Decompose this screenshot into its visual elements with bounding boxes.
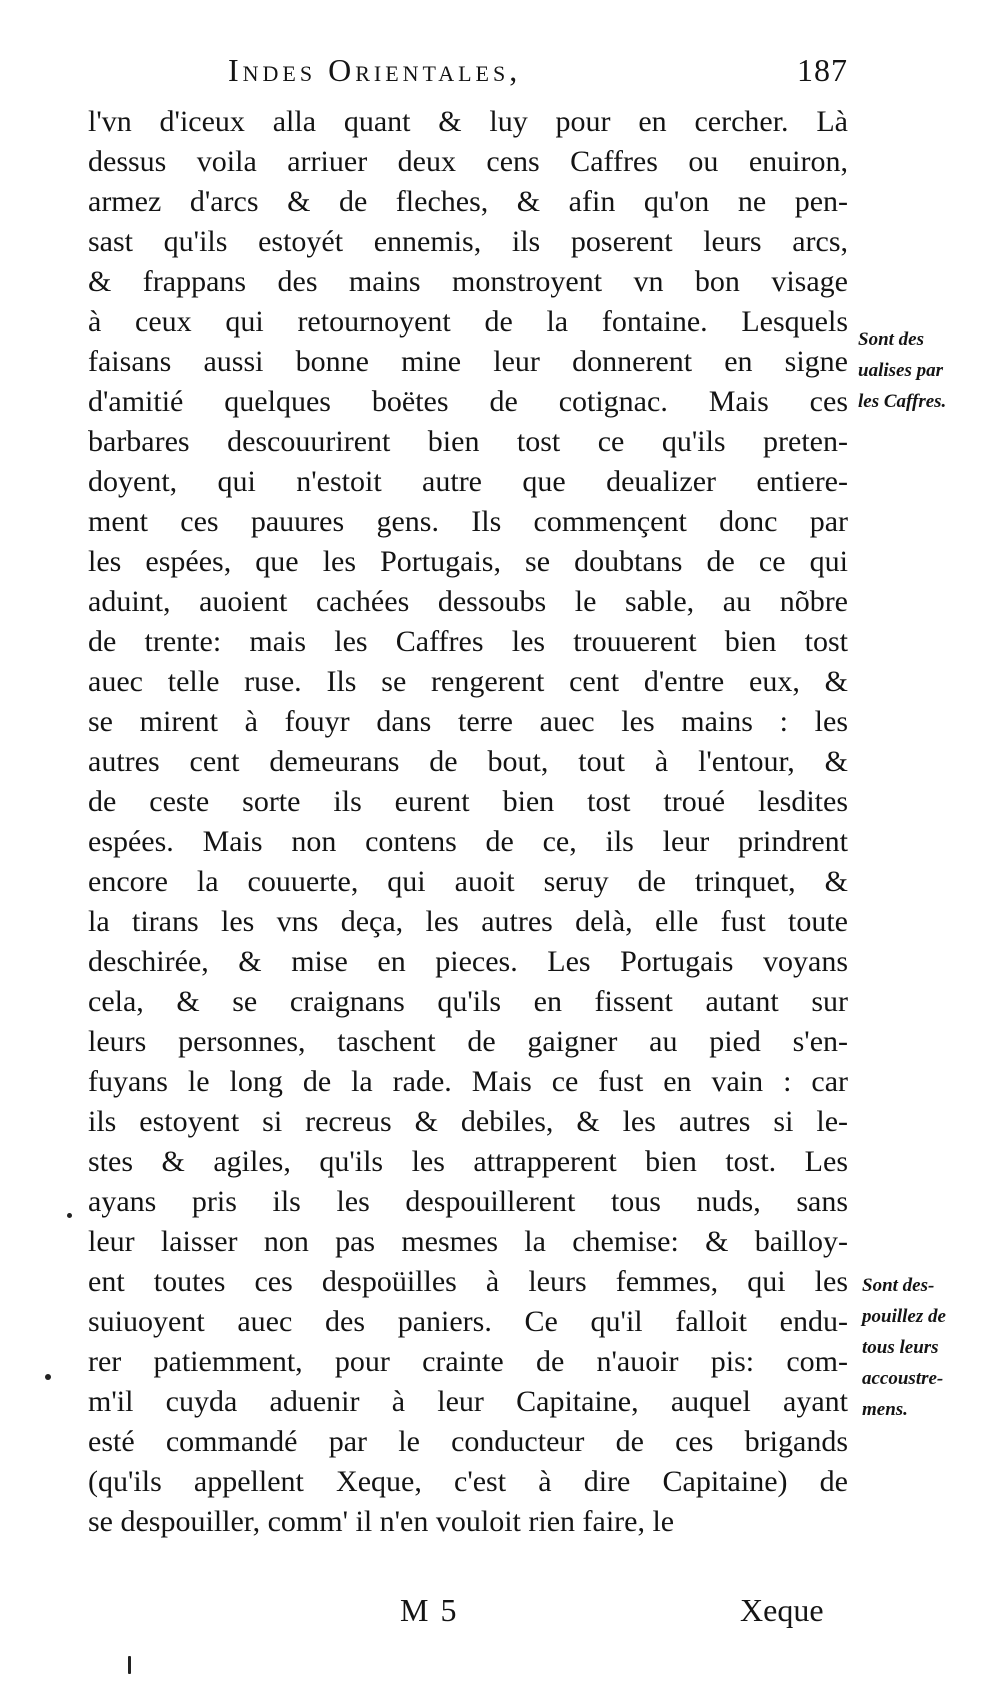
text-line: se mirent à fouyr dans terre auec les mains : les bbox=[88, 705, 848, 738]
margin-note-valises bbox=[858, 324, 986, 417]
text-line: stes & agiles, qu'ils les attrapperent bien tost. Les bbox=[88, 1145, 848, 1178]
catchword: Xeque bbox=[740, 1592, 824, 1628]
text-line: ils estoyent si recreus & debiles, & les autres si le- bbox=[88, 1105, 848, 1138]
text-line: cela, & se craignans qu'ils en fissent autant sur bbox=[88, 985, 848, 1018]
margin-note-line: Sont des bbox=[858, 329, 924, 350]
text-line: ent toutes ces despoüilles à leurs femmes, qui les bbox=[88, 1265, 848, 1298]
text-line: barbares descouurirent bien tost ce qu'ils preten- bbox=[88, 425, 848, 458]
text-line: à ceux qui retournoyent de la fontaine. Lesquels bbox=[88, 305, 848, 338]
text-line: doyent, qui n'estoit autre que deualizer entiere- bbox=[88, 465, 848, 498]
margin-note-line: mens. bbox=[862, 1399, 908, 1420]
text-line: esté commandé par le conducteur de ces brigands bbox=[88, 1425, 848, 1458]
ink-speck bbox=[45, 1374, 51, 1380]
text-line: fuyans le long de la rade. Mais ce fust en vain : car bbox=[88, 1065, 848, 1098]
text-line: aduint, auoient cachées dessoubs le sable, au nõbre bbox=[88, 585, 848, 618]
text-line: auec telle ruse. Ils se rengerent cent d'entre eux, & bbox=[88, 665, 848, 698]
text-line: dessus voila arriuer deux cens Caffres ou enuiron, bbox=[88, 145, 848, 178]
text-line: l'vn d'iceux alla quant & luy pour en cercher. Là bbox=[88, 105, 848, 138]
margin-note-line: tous leurs bbox=[862, 1337, 939, 1358]
text-line: d'amitié quelques boëtes de cotignac. Mais ces bbox=[88, 385, 848, 418]
text-line: la tirans les vns deça, les autres delà, elle fust toute bbox=[88, 905, 848, 938]
text-line: encore la couuerte, qui auoit seruy de trinquet, & bbox=[88, 865, 848, 898]
text-line: autres cent demeurans de bout, tout à l'entour, & bbox=[88, 745, 848, 778]
body-text bbox=[88, 102, 848, 1542]
text-line: deschirée, & mise en pieces. Les Portugais voyans bbox=[88, 945, 848, 978]
running-title: Indes Orientales, bbox=[228, 52, 522, 88]
margin-note-line: accoustre- bbox=[862, 1368, 944, 1389]
text-line: suiuoyent auec des paniers. Ce qu'il falloit endu- bbox=[88, 1305, 848, 1338]
text-line: sast qu'ils estoyét ennemis, ils poserent leurs arcs, bbox=[88, 225, 848, 258]
text-line: espées. Mais non contens de ce, ils leur prindrent bbox=[88, 825, 848, 858]
text-line: ment ces pauures gens. Ils commençent donc par bbox=[88, 505, 848, 538]
text-line: (qu'ils appellent Xeque, c'est à dire Capitaine) de bbox=[88, 1465, 848, 1498]
margin-note-line: pouillez de bbox=[862, 1306, 946, 1327]
text-line: les espées, que les Portugais, se doubtans de ce qui bbox=[88, 545, 848, 578]
text-line: & frappans des mains monstroyent vn bon visage bbox=[88, 265, 848, 298]
running-head bbox=[228, 52, 848, 102]
margin-note-line: Sont des- bbox=[862, 1275, 935, 1296]
text-line: de ceste sorte ils eurent bien tost troué lesdites bbox=[88, 785, 848, 818]
text-line: armez d'arcs & de fleches, & afin qu'on ne pen- bbox=[88, 185, 848, 218]
text-line: se despouiller, comm' il n'en vouloit rien faire, le bbox=[88, 1505, 675, 1538]
page-number: 187 bbox=[797, 52, 848, 88]
margin-note-line: les Caffres. bbox=[858, 391, 947, 412]
text-line: faisans aussi bonne mine leur donnerent en signe bbox=[88, 345, 848, 378]
text-line: leurs personnes, taschent de gaigner au pied s'en- bbox=[88, 1025, 848, 1058]
text-line: m'il cuyda aduenir à leur Capitaine, auquel ayant bbox=[88, 1385, 848, 1418]
ink-speck bbox=[67, 1213, 72, 1218]
ink-speck bbox=[128, 1656, 131, 1674]
text-line: rer patiemment, pour crainte de n'auoir pis: com- bbox=[88, 1345, 848, 1378]
margin-note-despouillez bbox=[862, 1270, 990, 1425]
text-line: ayans pris ils les despouillerent tous nuds, sans bbox=[88, 1185, 848, 1218]
text-line: leur laisser non pas mesmes la chemise: & bailloy- bbox=[88, 1225, 848, 1258]
signature-mark: M 5 bbox=[400, 1592, 459, 1628]
margin-note-line: ualises par bbox=[858, 360, 943, 381]
text-line: de trente: mais les Caffres les trouuerent bien tost bbox=[88, 625, 848, 658]
